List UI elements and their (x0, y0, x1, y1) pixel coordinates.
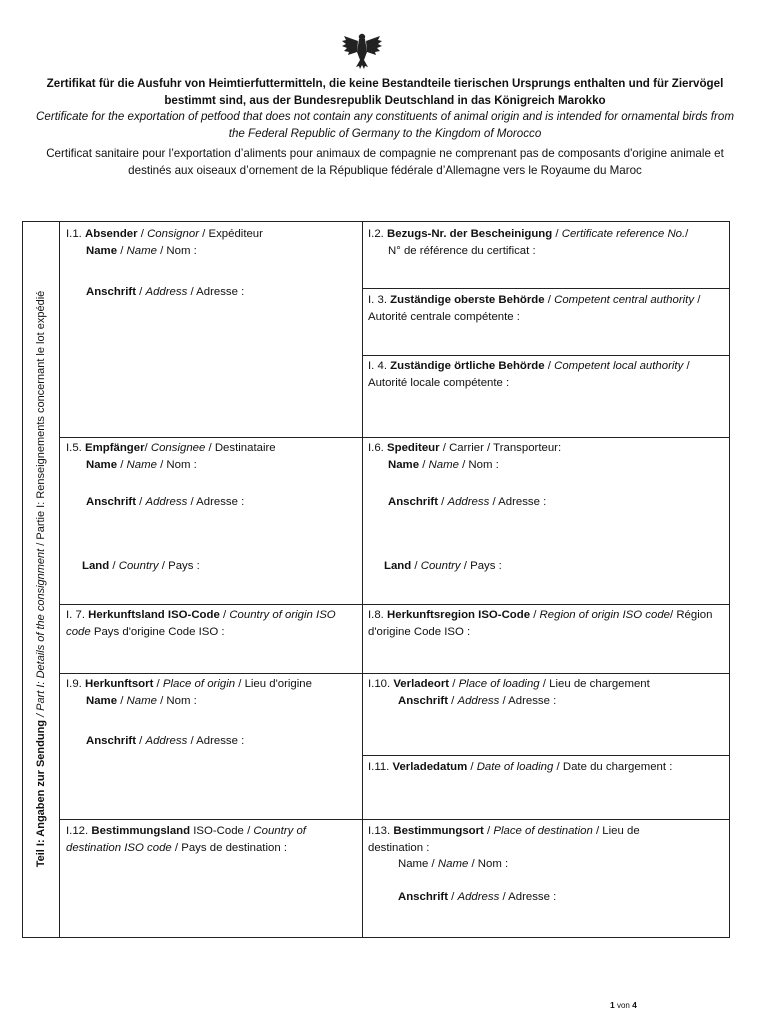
field-i7-country-of-origin[interactable]: I. 7. Herkunftsland ISO-Code / Country of origin ISO code Pays d'origine Code ISO : (66, 609, 336, 638)
title-german: Zertifikat für die Ausfuhr von Heimtierfuttermitteln, die keine Bestandteile tierischen Ursprungs enthalten und für Ziervögel bestimmt sind, aus der Bundesrepublik Deutschland in das Königreich Marokko (46, 77, 724, 107)
title-french: Certificat sanitaire pour l’exportation d’aliments pour animaux de compagnie ne comprenant pas de composants d'origine animale et destinés aux oiseaux d’ornement de la République fédérale d’Allemagne vers le Royaume du Maroc (46, 147, 724, 177)
row-divider (362, 755, 730, 756)
field-i11-date-of-loading[interactable]: I.11. Verladedatum / Date of loading / Date du chargement : (368, 761, 673, 773)
field-i13-place-of-destination[interactable]: I.13. Bestimmungsort / Place of destination / Lieu de destination : Name / Name / Nom : Anschrift / Address / Adresse : (368, 825, 640, 903)
federal-eagle-emblem (340, 30, 384, 70)
page-number: 1 von 4 (610, 1000, 637, 1010)
field-i12-country-of-destination[interactable]: I.12. Bestimmungsland ISO-Code / Country of destination ISO code / Pays de destination : (66, 825, 306, 854)
field-i9-place-of-origin[interactable]: I.9. Herkunftsort / Place of origin / Lieu d'origine Name / Name / Nom : Anschrift / Address / Adresse : (66, 678, 312, 747)
side-caption: Teil I: Angaben zur Sendung / Part I: Details of the consignment / Partie I: Renseignements concernant le lot expédié (35, 290, 47, 868)
row-divider (60, 673, 730, 674)
field-i8-region-of-origin[interactable]: I.8. Herkunftsregion ISO-Code / Region of origin ISO code/ Région d'origine Code ISO : (368, 609, 713, 638)
field-i10-place-of-loading[interactable]: I.10. Verladeort / Place of loading / Lieu de chargement Anschrift / Address / Adresse : (368, 678, 650, 707)
field-i6-carrier[interactable]: I.6. Spediteur / Carrier / Transporteur: Name / Name / Nom : Anschrift / Address / Adresse : Land / Country / Pays : (368, 442, 562, 572)
field-i5-consignee[interactable]: I.5. Empfänger/ Consignee / Destinataire Name / Name / Nom : Anschrift / Address / Adresse : Land / Country / Pays : (66, 442, 276, 572)
row-divider (60, 819, 730, 820)
row-divider (362, 355, 730, 356)
field-i4-local-authority[interactable]: I. 4. Zuständige örtliche Behörde / Competent local authority / Autorité locale compétente : (368, 360, 690, 389)
row-divider (60, 437, 730, 438)
middle-divider (362, 221, 363, 938)
field-i3-central-authority[interactable]: I. 3. Zuständige oberste Behörde / Competent central authority / Autorité centrale compétente : (368, 294, 701, 323)
field-i1-consignor[interactable]: I.1. Absender / Consignor / Expéditeur Name / Name / Nom : Anschrift / Address / Adresse : (66, 228, 263, 298)
row-divider (60, 604, 730, 605)
row-divider (362, 288, 730, 289)
title-english: Certificate for the exportation of petfood that does not contain any constituents of animal origin and is intended for ornamental birds from the Federal Republic of Germany to the Kingdom of Morocco (36, 110, 734, 140)
field-i2-certificate-reference[interactable]: I.2. Bezugs-Nr. der Bescheinigung / Certificate reference No./ N° de référence du certificat : (368, 228, 689, 257)
